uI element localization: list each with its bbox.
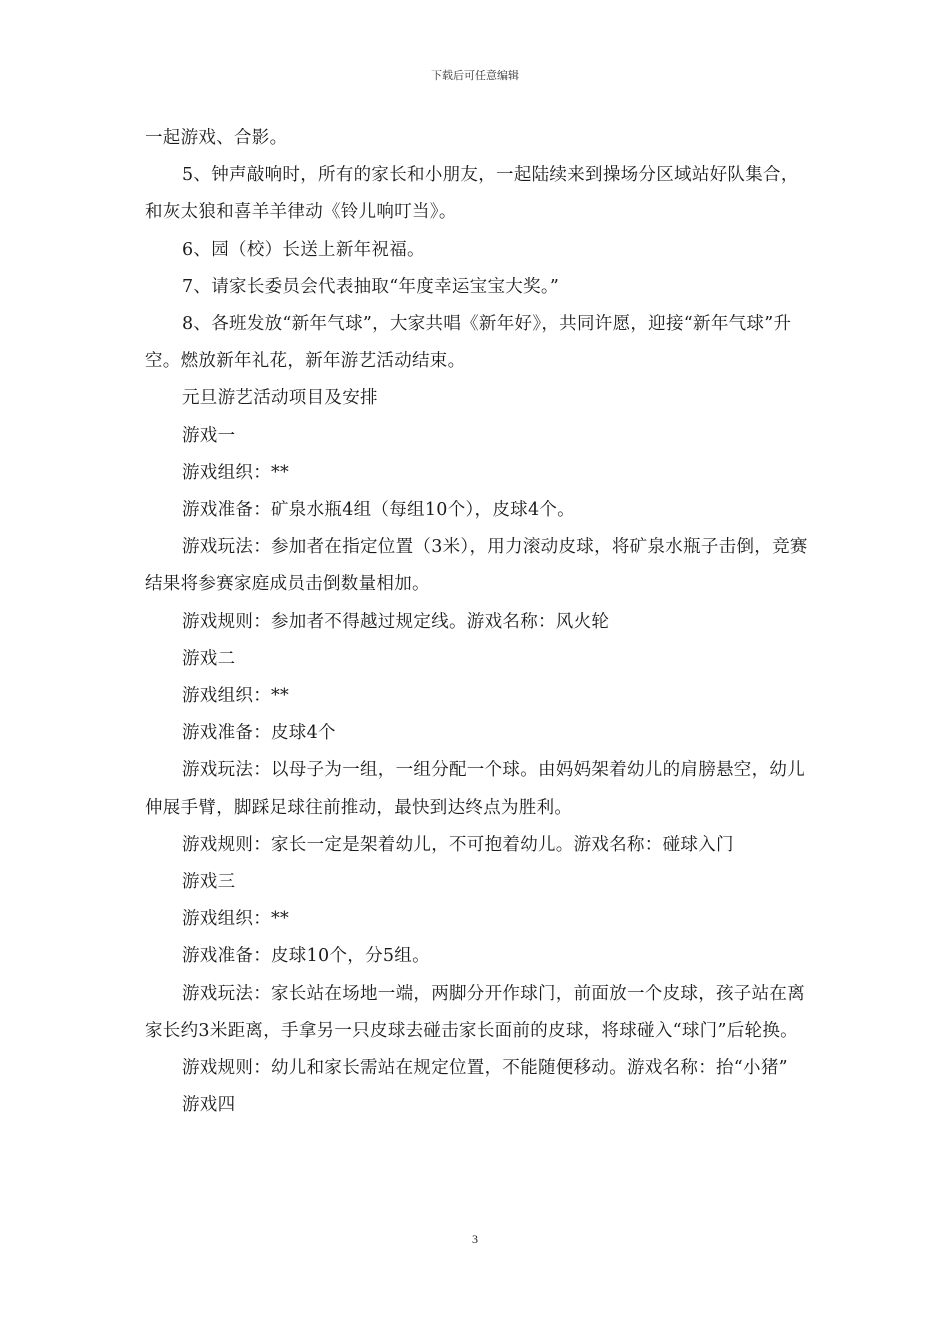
paragraph: 一起游戏、合影。 <box>145 128 288 148</box>
section-heading: 元旦游艺活动项目及安排 <box>182 388 378 409</box>
paragraph: 5、钟声敲响时，所有的家长和小朋友，一起陆续来到操场分区域站好队集合，和灰太狼和喜羊羊律动《铃儿响叮当》。 <box>145 165 799 223</box>
page-header: 下载后可任意编辑 <box>431 69 519 82</box>
paragraph: 游戏规则：参加者不得越过规定线。游戏名称：风火轮 <box>182 611 610 632</box>
paragraph: 游戏玩法：以母子为一组，一组分配一个球。由妈妈架着幼儿的肩膀悬空，幼儿伸展手臂，脚踩足球往前推动，最快到达终点为胜利。 <box>145 760 805 818</box>
game-title: 游戏一 <box>182 425 236 446</box>
paragraph: 游戏规则：家长一定是架着幼儿，不可抱着幼儿。游戏名称：碰球入门 <box>182 834 734 855</box>
paragraph: 游戏玩法：家长站在场地一端，两脚分开作球门，前面放一个皮球，孩子站在离家长约3米距离，手拿另一只皮球去碰击家长面前的皮球，将球碰入“球门”后轮换。 <box>145 983 805 1041</box>
paragraph: 游戏玩法：参加者在指定位置（3米），用力滚动皮球，将矿泉水瓶子击倒，竞赛结果将参赛家庭成员击倒数量相加。 <box>145 537 808 595</box>
page-number: 3 <box>472 1232 478 1246</box>
paragraph: 游戏准备：皮球4个 <box>182 723 336 744</box>
document-body <box>145 120 813 1124</box>
paragraph: 游戏准备：矿泉水瓶4组（每组10个），皮球4个。 <box>182 500 575 521</box>
paragraph: 游戏规则：幼儿和家长需站在规定位置，不能随便移动。游戏名称：抬“小猪” <box>182 1058 788 1079</box>
game-title: 游戏三 <box>182 872 236 893</box>
paragraph: 游戏组织：** <box>182 909 290 930</box>
game-title: 游戏二 <box>182 648 236 669</box>
paragraph: 7、请家长委员会代表抽取“年度幸运宝宝大奖。” <box>182 276 560 297</box>
paragraph: 游戏组织：** <box>182 686 290 707</box>
paragraph: 6、园（校）长送上新年祝福。 <box>182 239 425 260</box>
game-title: 游戏四 <box>182 1095 236 1116</box>
paragraph: 游戏准备：皮球10个，分5组。 <box>182 946 430 967</box>
paragraph: 游戏组织：** <box>182 462 290 483</box>
paragraph: 8、各班发放“新年气球”，大家共唱《新年好》，共同许愿，迎接“新年气球”升空。燃放新年礼花，新年游艺活动结束。 <box>145 314 792 372</box>
